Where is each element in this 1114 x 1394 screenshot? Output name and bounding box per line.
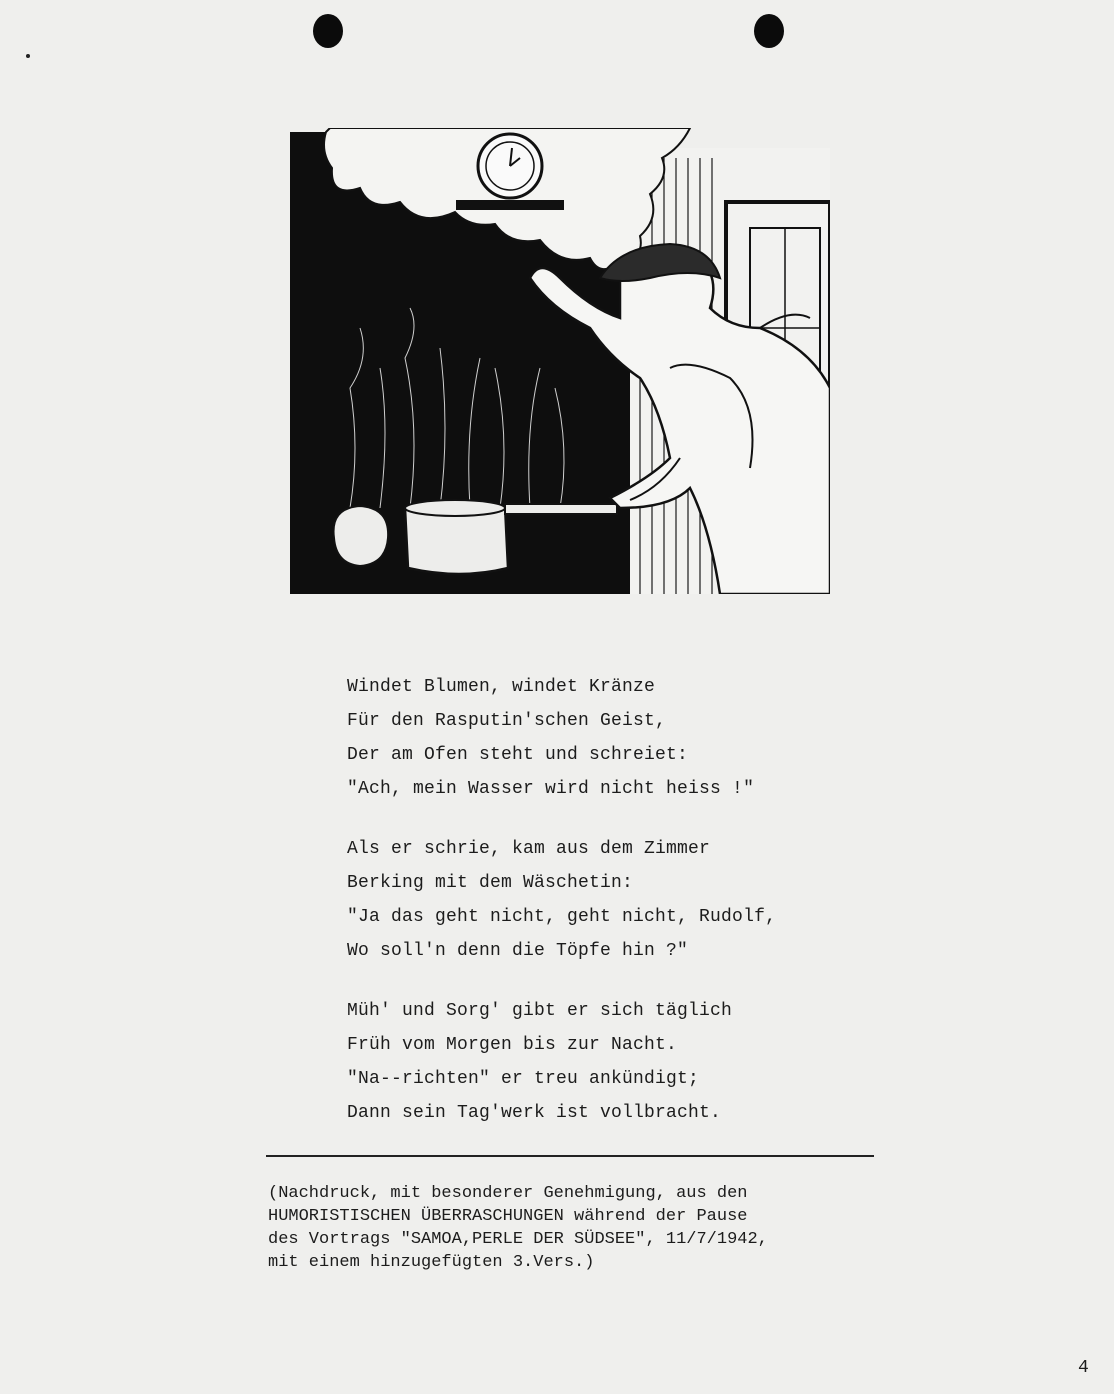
paper-speck [26,54,30,58]
poem-line: Wo soll'n denn die Töpfe hin ?" [347,941,689,961]
footnote-line: mit einem hinzugefügten 3.Vers.) [268,1253,595,1272]
stanza-2 [347,832,867,968]
cartoon-man-at-stove-icon [290,128,830,594]
footnote-line: HUMORISTISCHEN ÜBERRASCHUNGEN während der Pause [268,1207,748,1226]
poem-line: Für den Rasputin'schen Geist, [347,711,667,731]
stove-cartoon-illustration [290,128,830,594]
poem-line: Müh' und Sorg' gibt er sich täglich [347,1001,733,1021]
footnote-line: des Vortrags "SAMOA,PERLE DER SÜDSEE", 11/7/1942, [268,1230,768,1249]
footnote [268,1182,868,1274]
poem-line: Dann sein Tag'werk ist vollbracht. [347,1103,722,1123]
horizontal-rule [266,1155,874,1157]
poem-line: Als er schrie, kam aus dem Zimmer [347,839,711,859]
punch-hole-right [754,14,784,48]
punch-hole-left [313,14,343,48]
poem-line: Der am Ofen steht und schreiet: [347,745,689,765]
page-number: 4 [1078,1358,1089,1378]
poem-line: "Ja das geht nicht, geht nicht, Rudolf, [347,907,777,927]
stanza-1 [347,670,867,806]
poem-line: "Na--richten" er treu ankündigt; [347,1069,700,1089]
poem-line: Berking mit dem Wäschetin: [347,873,634,893]
footnote-line: (Nachdruck, mit besonderer Genehmigung, aus den [268,1184,748,1203]
stanza-3 [347,994,867,1130]
poem-line: Windet Blumen, windet Kränze [347,677,656,697]
poem-line: "Ach, mein Wasser wird nicht heiss !" [347,779,755,799]
poem-line: Früh vom Morgen bis zur Nacht. [347,1035,678,1055]
poem [347,670,867,1156]
